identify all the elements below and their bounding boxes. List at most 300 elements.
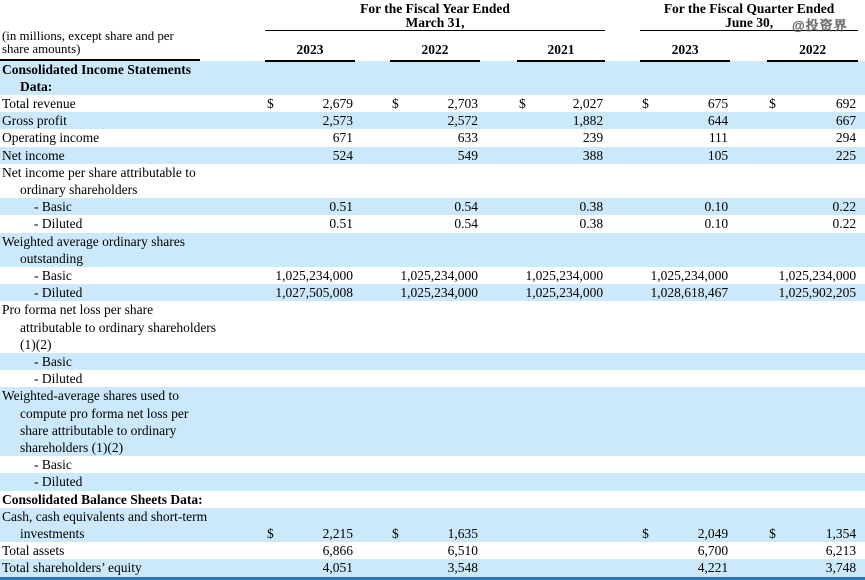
cell-total-revenue-q2022 xyxy=(767,95,858,112)
spacer xyxy=(258,370,265,387)
cell-pro-forma-diluted-q2023 xyxy=(640,370,730,387)
spacer xyxy=(355,508,390,542)
cell-value: 6,700 xyxy=(697,543,729,559)
cell-value: 692 xyxy=(835,95,857,111)
spacer xyxy=(730,164,767,198)
spacer xyxy=(858,508,865,542)
cell-section-income-statements-q2022 xyxy=(767,61,858,95)
cell-value: 2,679 xyxy=(322,95,353,111)
spacer xyxy=(258,95,265,112)
cell-net-income-fy2023 xyxy=(265,147,355,164)
spacer xyxy=(480,147,517,164)
column-header-q2022: 2022 xyxy=(767,31,858,61)
cell-pro-forma-shares-basic-fy2021 xyxy=(517,456,605,473)
spacer xyxy=(730,559,767,578)
cell-weighted-average-shares-header-fy2023 xyxy=(265,233,355,267)
spacer xyxy=(355,31,390,61)
label-line: Data: xyxy=(20,78,53,94)
cell-pro-forma-basic-fy2023 xyxy=(265,353,355,370)
spacer xyxy=(605,198,640,215)
cell-total-shareholders-equity-fy2023 xyxy=(265,559,355,578)
spacer xyxy=(605,370,640,387)
cell-value: 1,025,234,000 xyxy=(650,267,729,283)
cell-shares-basic-q2023 xyxy=(640,267,730,284)
spacer xyxy=(858,31,865,61)
table-header xyxy=(0,0,865,61)
spacer xyxy=(730,491,767,508)
label-net-income-per-share-header xyxy=(0,164,258,198)
row-cash-and-short-term-investments xyxy=(0,508,865,542)
spacer xyxy=(355,301,390,353)
spacer xyxy=(258,491,265,508)
spacer xyxy=(605,112,640,129)
spacer xyxy=(858,198,865,215)
cell-value: 2,572 xyxy=(447,113,478,129)
cell-eps-diluted-fy2022 xyxy=(390,215,480,232)
cell-eps-basic-q2023 xyxy=(640,198,730,215)
cell-eps-basic-fy2023 xyxy=(265,198,355,215)
spacer xyxy=(480,387,517,456)
spacer xyxy=(258,61,265,95)
cell-shares-diluted-q2023 xyxy=(640,284,730,301)
spacer xyxy=(858,164,865,198)
label-line: - Basic xyxy=(34,353,72,369)
label-cash-and-short-term-investments xyxy=(0,508,258,542)
cell-eps-diluted-q2022 xyxy=(767,215,858,232)
cell-pro-forma-basic-q2023 xyxy=(640,353,730,370)
row-weighted-average-shares-header xyxy=(0,233,865,267)
spacer xyxy=(355,284,390,301)
dollar-sign: $ xyxy=(642,95,649,111)
table-body xyxy=(0,61,865,579)
spacer xyxy=(605,353,640,370)
cell-operating-income-q2023 xyxy=(640,129,730,146)
spacer xyxy=(355,473,390,490)
cell-weighted-average-pro-forma-header-fy2023 xyxy=(265,387,355,456)
cell-total-assets-q2022 xyxy=(767,542,858,559)
cell-weighted-average-shares-header-fy2022 xyxy=(390,233,480,267)
cell-value: 6,510 xyxy=(447,543,478,559)
fiscal-year-group-header xyxy=(265,0,605,31)
spacer xyxy=(258,301,265,353)
spacer xyxy=(480,164,517,198)
spacer xyxy=(355,112,390,129)
spacer xyxy=(258,267,265,284)
spacer xyxy=(858,215,865,232)
cell-pro-forma-net-loss-header-fy2021 xyxy=(517,301,605,353)
cell-section-balance-sheets-fy2021 xyxy=(517,491,605,508)
cell-pro-forma-shares-diluted-fy2021 xyxy=(517,473,605,490)
spacer xyxy=(858,301,865,353)
spacer xyxy=(258,233,265,267)
cell-gross-profit-fy2021 xyxy=(517,112,605,129)
spacer xyxy=(605,456,640,473)
spacer xyxy=(730,387,767,456)
spacer xyxy=(258,456,265,473)
spacer xyxy=(730,215,767,232)
spacer xyxy=(730,353,767,370)
spacer xyxy=(730,198,767,215)
cell-value: 549 xyxy=(457,147,478,163)
spacer xyxy=(858,473,865,490)
spacer xyxy=(858,353,865,370)
spacer xyxy=(480,508,517,542)
spacer xyxy=(858,112,865,129)
spacer xyxy=(480,456,517,473)
label-line: - Diluted xyxy=(34,216,83,232)
cell-pro-forma-net-loss-header-fy2023 xyxy=(265,301,355,353)
spacer xyxy=(730,508,767,542)
dollar-sign: $ xyxy=(769,525,776,541)
spacer xyxy=(605,0,640,31)
spacer xyxy=(480,215,517,232)
row-pro-forma-shares-basic xyxy=(0,456,865,473)
fiscal-year-title-line1: For the Fiscal Year Ended xyxy=(360,1,510,16)
spacer xyxy=(258,129,265,146)
fiscal-quarter-title-line1: For the Fiscal Quarter Ended xyxy=(663,1,835,16)
spacer xyxy=(605,129,640,146)
row-pro-forma-net-loss-header xyxy=(0,301,865,353)
label-total-assets xyxy=(0,542,258,559)
cell-value: 0.22 xyxy=(832,216,857,232)
cell-pro-forma-diluted-fy2021 xyxy=(517,370,605,387)
label-line: Cash, cash equivalents and short-term xyxy=(2,508,208,524)
spacer xyxy=(730,542,767,559)
row-section-income-statements xyxy=(0,61,865,95)
spacer xyxy=(355,267,390,284)
cell-pro-forma-diluted-fy2023 xyxy=(265,370,355,387)
spacer xyxy=(730,61,767,95)
label-line: outstanding xyxy=(20,250,83,266)
cell-shares-basic-fy2021 xyxy=(517,267,605,284)
spacer xyxy=(858,370,865,387)
cell-value: 644 xyxy=(707,113,729,129)
cell-total-revenue-q2023 xyxy=(640,95,730,112)
cell-value: 111 xyxy=(708,130,729,146)
spacer xyxy=(605,491,640,508)
label-line: (1)(2) xyxy=(20,336,52,352)
spacer xyxy=(605,233,640,267)
label-line: Total assets xyxy=(2,543,65,559)
spacer xyxy=(858,147,865,164)
cell-value: 1,025,902,205 xyxy=(778,285,857,301)
spacer xyxy=(355,215,390,232)
cell-value: 6,213 xyxy=(825,543,857,559)
spacer xyxy=(480,559,517,578)
cell-net-income-fy2021 xyxy=(517,147,605,164)
cell-value: 0.10 xyxy=(704,216,729,232)
cell-value: 1,025,234,000 xyxy=(778,267,857,283)
label-line: Total revenue xyxy=(2,95,76,111)
label-pro-forma-shares-diluted xyxy=(0,473,258,490)
cell-net-income-fy2022 xyxy=(390,147,480,164)
cell-pro-forma-basic-fy2022 xyxy=(390,353,480,370)
cell-section-income-statements-fy2021 xyxy=(517,61,605,95)
label-line: Consolidated Balance Sheets Data: xyxy=(2,491,203,507)
cell-section-income-statements-q2023 xyxy=(640,61,730,95)
label-line: ordinary shareholders xyxy=(20,181,138,197)
spacer xyxy=(258,215,265,232)
cell-total-assets-fy2021 xyxy=(517,542,605,559)
cell-value: 2,573 xyxy=(322,113,353,129)
cell-eps-diluted-q2023 xyxy=(640,215,730,232)
label-line: Weighted-average shares used to xyxy=(2,388,179,404)
header-group-row xyxy=(0,0,865,31)
dollar-sign: $ xyxy=(267,525,274,541)
spacer xyxy=(355,353,390,370)
spacer xyxy=(858,61,865,95)
cell-value: 1,025,234,000 xyxy=(400,267,478,283)
spacer xyxy=(480,301,517,353)
spacer xyxy=(605,61,640,95)
cell-net-income-per-share-header-q2023 xyxy=(640,164,730,198)
label-weighted-average-shares-header xyxy=(0,233,258,267)
label-net-income xyxy=(0,147,258,164)
cell-value: 105 xyxy=(707,147,729,163)
cell-pro-forma-diluted-fy2022 xyxy=(390,370,480,387)
cell-value: 3,748 xyxy=(825,560,857,576)
spacer xyxy=(858,129,865,146)
row-net-income xyxy=(0,147,865,164)
cell-value: 3,548 xyxy=(447,560,478,576)
cell-net-income-per-share-header-fy2022 xyxy=(390,164,480,198)
cell-total-assets-fy2022 xyxy=(390,542,480,559)
cell-total-shareholders-equity-q2022 xyxy=(767,559,858,578)
cell-gross-profit-q2022 xyxy=(767,112,858,129)
units-note xyxy=(0,30,200,61)
cell-value: 225 xyxy=(835,147,857,163)
label-line: Pro forma net loss per share xyxy=(2,302,154,318)
spacer xyxy=(858,559,865,578)
label-gross-profit xyxy=(0,112,258,129)
spacer xyxy=(858,387,865,456)
cell-net-income-per-share-header-q2022 xyxy=(767,164,858,198)
label-shares-basic xyxy=(0,267,258,284)
cell-gross-profit-q2023 xyxy=(640,112,730,129)
row-pro-forma-basic xyxy=(0,353,865,370)
label-pro-forma-basic xyxy=(0,353,258,370)
row-pro-forma-diluted xyxy=(0,370,865,387)
spacer xyxy=(730,267,767,284)
cell-shares-basic-q2022 xyxy=(767,267,858,284)
cell-net-income-q2022 xyxy=(767,147,858,164)
spacer xyxy=(858,491,865,508)
cell-value: 667 xyxy=(835,113,857,129)
cell-shares-diluted-q2022 xyxy=(767,284,858,301)
spacer xyxy=(355,164,390,198)
fiscal-quarter-title-line2: June 30, xyxy=(725,15,774,30)
label-line: share attributable to ordinary xyxy=(20,422,177,438)
cell-value: 671 xyxy=(332,130,353,146)
cell-eps-basic-fy2022 xyxy=(390,198,480,215)
label-eps-diluted xyxy=(0,215,258,232)
spacer xyxy=(355,233,390,267)
row-pro-forma-shares-diluted xyxy=(0,473,865,490)
cell-value: 0.10 xyxy=(704,199,729,215)
spacer xyxy=(355,129,390,146)
cell-value: 1,025,234,000 xyxy=(525,285,604,301)
spacer xyxy=(258,473,265,490)
cell-value: 0.54 xyxy=(454,199,478,215)
spacer xyxy=(605,284,640,301)
cell-pro-forma-basic-fy2021 xyxy=(517,353,605,370)
cell-pro-forma-shares-basic-fy2022 xyxy=(390,456,480,473)
spacer xyxy=(480,353,517,370)
cell-value: 1,027,505,008 xyxy=(275,285,353,301)
cell-weighted-average-shares-header-q2022 xyxy=(767,233,858,267)
spacer xyxy=(730,112,767,129)
spacer xyxy=(480,112,517,129)
spacer xyxy=(480,31,517,61)
label-line: Operating income xyxy=(2,130,100,146)
spacer xyxy=(258,284,265,301)
spacer xyxy=(355,198,390,215)
cell-total-shareholders-equity-fy2022 xyxy=(390,559,480,578)
units-note-line1: (in millions, except share and per xyxy=(2,28,174,43)
label-line: - Diluted xyxy=(34,474,83,490)
cell-pro-forma-shares-diluted-q2023 xyxy=(640,473,730,490)
cell-value: 675 xyxy=(707,95,729,111)
cell-operating-income-fy2022 xyxy=(390,129,480,146)
label-line: - Basic xyxy=(34,199,72,215)
cell-total-revenue-fy2022 xyxy=(390,95,480,112)
spacer xyxy=(355,456,390,473)
label-pro-forma-shares-basic xyxy=(0,456,258,473)
row-shares-diluted xyxy=(0,284,865,301)
spacer xyxy=(605,559,640,578)
cell-value: 1,354 xyxy=(825,525,857,541)
spacer xyxy=(258,198,265,215)
row-section-balance-sheets xyxy=(0,491,865,508)
row-net-income-per-share-header xyxy=(0,164,865,198)
spacer xyxy=(605,301,640,353)
cell-value: 2,049 xyxy=(697,525,729,541)
cell-value: 2,027 xyxy=(572,95,604,111)
column-header-fy2021: 2021 xyxy=(517,31,605,61)
spacer xyxy=(605,164,640,198)
spacer xyxy=(605,147,640,164)
cell-operating-income-fy2023 xyxy=(265,129,355,146)
cell-section-balance-sheets-q2023 xyxy=(640,491,730,508)
cell-value: 1,025,234,000 xyxy=(400,285,478,301)
spacer xyxy=(858,233,865,267)
cell-value: 633 xyxy=(457,130,478,146)
cell-pro-forma-shares-basic-q2022 xyxy=(767,456,858,473)
cell-section-balance-sheets-fy2022 xyxy=(390,491,480,508)
dollar-sign: $ xyxy=(267,95,274,111)
spacer xyxy=(605,31,640,61)
cell-shares-diluted-fy2023 xyxy=(265,284,355,301)
cell-weighted-average-pro-forma-header-q2023 xyxy=(640,387,730,456)
units-note-cell xyxy=(0,0,258,61)
cell-total-revenue-fy2023 xyxy=(265,95,355,112)
cell-value: 1,025,234,000 xyxy=(525,267,604,283)
label-line: investments xyxy=(20,525,85,541)
label-total-revenue xyxy=(0,95,258,112)
cell-shares-basic-fy2022 xyxy=(390,267,480,284)
cell-total-assets-fy2023 xyxy=(265,542,355,559)
cell-pro-forma-shares-diluted-fy2023 xyxy=(265,473,355,490)
cell-eps-basic-q2022 xyxy=(767,198,858,215)
label-section-balance-sheets xyxy=(0,491,258,508)
cell-weighted-average-shares-header-q2023 xyxy=(640,233,730,267)
cell-cash-and-short-term-investments-q2022 xyxy=(767,508,858,542)
spacer xyxy=(730,233,767,267)
label-line: Weighted average ordinary shares xyxy=(2,233,185,249)
spacer xyxy=(605,508,640,542)
spacer xyxy=(605,267,640,284)
spacer xyxy=(858,267,865,284)
cell-operating-income-q2022 xyxy=(767,129,858,146)
label-line: Net income xyxy=(2,147,65,163)
cell-eps-basic-fy2021 xyxy=(517,198,605,215)
cell-cash-and-short-term-investments-q2023 xyxy=(640,508,730,542)
spacer xyxy=(605,95,640,112)
cell-shares-diluted-fy2022 xyxy=(390,284,480,301)
cell-value: 1,882 xyxy=(572,113,604,129)
spacer xyxy=(258,31,265,61)
row-total-assets xyxy=(0,542,865,559)
spacer xyxy=(858,95,865,112)
row-gross-profit xyxy=(0,112,865,129)
label-line: - Basic xyxy=(34,267,72,283)
row-total-revenue xyxy=(0,95,865,112)
spacer xyxy=(480,95,517,112)
cell-weighted-average-pro-forma-header-fy2021 xyxy=(517,387,605,456)
spacer xyxy=(480,129,517,146)
spacer xyxy=(605,542,640,559)
cell-value: 1,025,234,000 xyxy=(275,267,353,283)
label-shares-diluted xyxy=(0,284,258,301)
watermark-label: @投资界 xyxy=(792,18,848,33)
cell-value: 1,028,618,467 xyxy=(650,285,729,301)
spacer xyxy=(858,284,865,301)
label-section-income-statements xyxy=(0,61,258,95)
cell-section-income-statements-fy2022 xyxy=(390,61,480,95)
cell-value: 0.54 xyxy=(454,216,478,232)
units-note-line2: share amounts) xyxy=(2,42,81,56)
spacer xyxy=(480,198,517,215)
spacer xyxy=(355,95,390,112)
label-line: Consolidated Income Statements xyxy=(2,61,191,77)
spacer xyxy=(258,387,265,456)
cell-eps-diluted-fy2023 xyxy=(265,215,355,232)
dollar-sign: $ xyxy=(392,525,399,541)
label-line: Total shareholders’ equity xyxy=(2,560,142,576)
cell-total-revenue-fy2021 xyxy=(517,95,605,112)
cell-value: 2,703 xyxy=(447,95,478,111)
cell-pro-forma-shares-basic-q2023 xyxy=(640,456,730,473)
cell-weighted-average-pro-forma-header-fy2022 xyxy=(390,387,480,456)
cell-gross-profit-fy2022 xyxy=(390,112,480,129)
cell-value: 0.22 xyxy=(832,199,857,215)
spacer xyxy=(480,267,517,284)
cell-pro-forma-net-loss-header-fy2022 xyxy=(390,301,480,353)
cell-value: 524 xyxy=(332,147,353,163)
dollar-sign: $ xyxy=(769,95,776,111)
cell-pro-forma-shares-diluted-fy2022 xyxy=(390,473,480,490)
spacer xyxy=(355,542,390,559)
spacer xyxy=(480,491,517,508)
spacer xyxy=(605,473,640,490)
label-total-shareholders-equity xyxy=(0,559,258,578)
spacer xyxy=(858,542,865,559)
cell-value: 0.38 xyxy=(579,216,604,232)
label-eps-basic xyxy=(0,198,258,215)
spacer xyxy=(355,491,390,508)
spacer xyxy=(258,164,265,198)
cell-cash-and-short-term-investments-fy2023 xyxy=(265,508,355,542)
